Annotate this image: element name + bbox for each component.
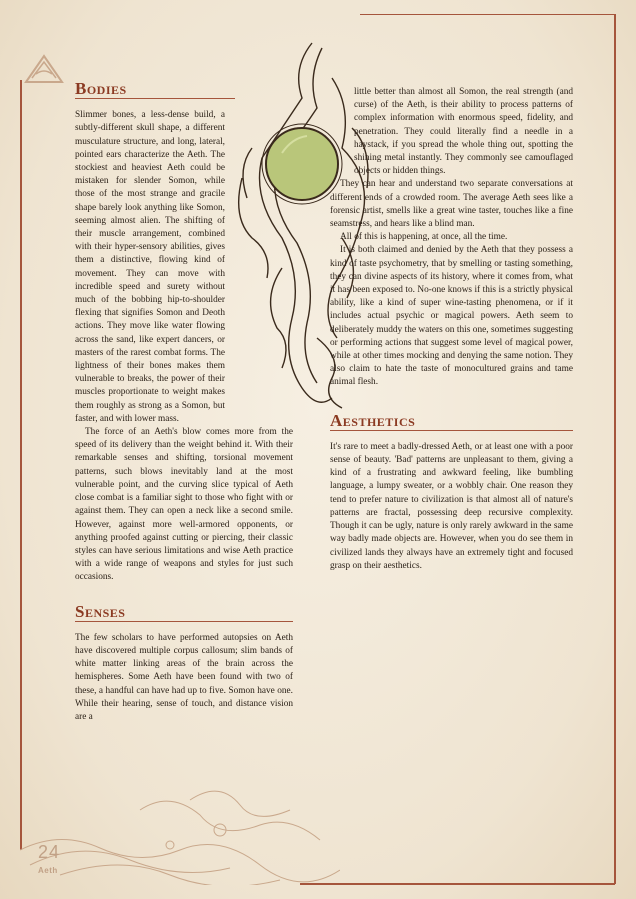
senses-paragraph-1: The few scholars to have performed autopsies on Aeth have discovered multiple corpus callosum; slim bands of white matter linking areas of the brain across the hemispheres. Some Aeth have been found with two of these, a handful can have had up to five. Somon have one. While their hearing, sense of touch, and distance vision are a [75, 632, 293, 722]
page-number: 24 [38, 842, 61, 862]
senses-heading: Senses [75, 605, 293, 622]
aesthetics-heading: Aesthetics [330, 414, 573, 431]
page-border-top [360, 14, 615, 15]
right-column [330, 86, 573, 573]
decorative-swirls [20, 770, 340, 885]
bodies-heading: Bodies [75, 82, 235, 99]
page-border-bottom [300, 883, 615, 885]
senses-continued-paragraph-3: All of this is happening, at once, all the time. [340, 232, 508, 243]
section-label: Aeth [38, 866, 58, 875]
aesthetics-paragraph-1: It's rare to meet a badly-dressed Aeth, or at least one with a poor sense of beauty. 'Bad' patterns are unpleasant to them, giving a kind of a frustrating and awkward feeling, like bumbling language, a lumpy sweater, or a wobbly chair. One reason they tend to prefer nature to civilization is that almost all of nature's patterns are fractal, possessing deep recursive complexity. Though it can be ugly, nature is only rarely awkward in the same way badly made objects are. However, when you do see them in civilized lands they always have an extremely tight and focused grasp on their aesthetics. [330, 441, 573, 571]
bodies-paragraph-1: Slimmer bones, a less-dense build, a subtly-different skull shape, a different musculature structure, and long, lateral, pointed ears characterize the Aeth. The stockiest and heaviest Aeth could be mistaken for slender Somon, while those of the most strange and gracile shape barely look anything like Somon, seeming almost alien. The shifting of their muscle arrangement, combined with their hyper-sensory abilities, gives them a distinctive, flowing kind of movement. They can move with incredible speed and surety without much of the bobbing hip-to-shoulder flexing that signifies Somon and Deoth actions. They move like water flowing across the sand, like expert dancers, or masters of the rarest combat forms. The lightness of their bones makes them vulnerable to breaks, the power of their muscles proportionate to weight makes them roughly as strong as a Somon, but faster, and with lower mass. [75, 110, 225, 424]
bodies-paragraph-2: The force of an Aeth's blow comes more from the speed of its delivery than the weight behind it. With their remarkable senses and shifting, torsional movement patterns, such blows inevitably land at the most vulnerable point, and the curving slice typical of Aeth close combat is a familiar sight to those who fight with or against them. They can open a neck like a second smile. However, against more well-armored opponents, or anything proofed against cutting or piercing, their classic styles can have serious limitations and wise Aeth practice with a wide range of weapons and styles for just such occasions. [75, 427, 293, 583]
left-column [75, 79, 293, 724]
page-border-right [614, 14, 616, 884]
page-border-left [20, 80, 22, 850]
senses-continued-paragraph-4: It is both claimed and denied by the Aeth that they possess a kind of taste psychometry, that by smelling or tasting something, they can divine aspects of its history, where it comes from, what it has been exposed to. No-one knows if this is a strictly physical ability, like a kind of super wine-tasting phenomena, or if it includes actual psychic or magical powers. Aeth seem to deliberately muddy the waters on this one, sometimes suggesting or performing actions that suggest some level of magical power, while at other times mocking and denying the same notion. They also claim to hate the taste of monocultured grains and tame animal flesh. [330, 245, 573, 388]
senses-continued-paragraph-1: little better than almost all Somon, the real strength (and curse) of the Aeth, is their ability to process patterns of complex information with enormous speed, fidelity, and penetration. They could literally find a needle in a haystack, if you spread the whole thing out, spotting the shining metal instantly. They commonly see camouflaged objects or hidden things. [354, 87, 573, 177]
ship-emblem-icon [22, 48, 66, 88]
senses-continued-paragraph-2: They can hear and understand two separate conversations at different ends of a crowded room. The average Aeth sees like a forensic artist, smells like a great wine taster, touches like a fine seamstress, and hears like a blind man. [330, 179, 573, 230]
